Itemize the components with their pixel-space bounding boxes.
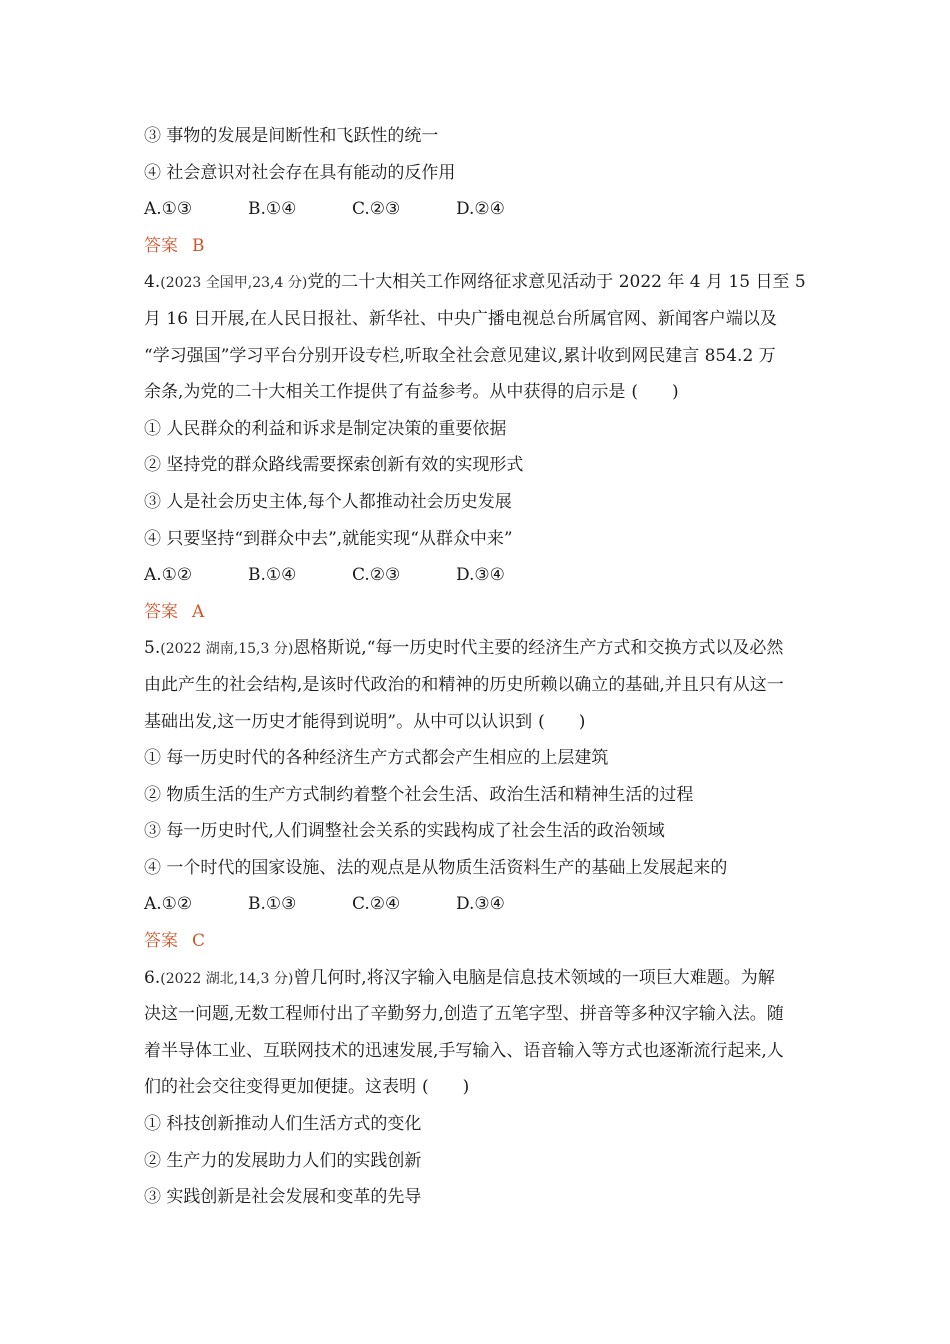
q4-statement-1: ① 人民群众的利益和诉求是制定决策的重要依据 bbox=[144, 418, 507, 439]
stem-text: 基础出发,这一历史才能得到说明”。从中可以认识到 bbox=[144, 711, 533, 732]
q5-statement-1: ① 每一历史时代的各种经济生产方式都会产生相应的上层建筑 bbox=[144, 748, 609, 769]
q5-stem-line-3 bbox=[144, 704, 808, 741]
q4-stem-line-3: “学习强国”学习平台分别开设专栏,听取全社会意见建议,累计收到网民建言 854.2 万 bbox=[144, 345, 776, 366]
q6-statement-3: ③ 实践创新是社会发展和变革的先导 bbox=[144, 1187, 422, 1208]
answer-value: C bbox=[192, 931, 206, 952]
answer-label: 答案 bbox=[144, 601, 178, 622]
q4-options bbox=[144, 557, 808, 594]
stem-text: 们的社会交往变得更加便捷。这表明 bbox=[144, 1077, 416, 1098]
q5-option-a: A.①② bbox=[144, 894, 193, 915]
q5-statement-2: ② 物质生活的生产方式制约着整个社会生活、政治生活和精神生活的过程 bbox=[144, 784, 694, 805]
answer-value: B bbox=[192, 235, 205, 256]
q4-option-d: D.③④ bbox=[456, 565, 505, 586]
q4-stem-line-2: 月 16 日开展,在人民日报社、新华社、中央广播电视总台所属官网、新闻客户端以及 bbox=[144, 308, 777, 329]
answer-value: A bbox=[192, 601, 205, 622]
stem-text: 曾几何时,将汉字输入电脑是信息技术领域的一项巨大难题。为解 bbox=[293, 967, 775, 988]
q4-answer bbox=[144, 594, 808, 631]
q4-statement-3: ③ 人是社会历史主体,每个人都推动社会历史发展 bbox=[144, 491, 512, 512]
q4-stem-line-4 bbox=[144, 374, 808, 411]
document-page bbox=[144, 118, 808, 1216]
q5-option-d: D.③④ bbox=[456, 894, 505, 915]
q6-stem-line-3: 着半导体工业、互联网技术的迅速发展,手写输入、语音输入等方式也逐渐流行起来,人 bbox=[144, 1040, 784, 1061]
q3-option-b: B.①④ bbox=[248, 199, 297, 220]
q4-option-c: C.②③ bbox=[352, 565, 401, 586]
answer-blank: ( ) bbox=[538, 711, 586, 732]
question-source: (2022 湖北,14,3 分) bbox=[160, 970, 294, 987]
q5-stem-line-2: 由此产生的社会结构,是该时代政治的和精神的历史所赖以确立的基础,并且只有从这一 bbox=[144, 674, 784, 695]
question-source: (2022 湖南,15,3 分) bbox=[160, 641, 294, 658]
question-number: 4. bbox=[144, 272, 161, 293]
q4-option-b: B.①④ bbox=[248, 565, 297, 586]
q3-option-c: C.②③ bbox=[352, 199, 401, 220]
q3-option-d: D.②④ bbox=[456, 199, 505, 220]
q3-statement-3: ③ 事物的发展是间断性和飞跃性的统一 bbox=[144, 126, 439, 146]
stem-text: 恩格斯说,“每一历史时代主要的经济生产方式和交换方式以及必然 bbox=[293, 638, 784, 659]
q6-stem-line-2: 决这一问题,无数工程师付出了辛勤努力,创造了五笔字型、拼音等多种汉字输入法。随 bbox=[144, 1004, 784, 1025]
q4-statement-4: ④ 只要坚持“到群众中去”,就能实现“从群众中来” bbox=[144, 528, 513, 549]
q6-stem-line-4 bbox=[144, 1069, 808, 1106]
answer-blank: ( ) bbox=[631, 382, 679, 403]
q5-statement-3: ③ 每一历史时代,人们调整社会关系的实践构成了社会生活的政治领域 bbox=[144, 821, 665, 842]
q4-stem-line-1 bbox=[144, 264, 808, 301]
q6-statement-2: ② 生产力的发展助力人们的实践创新 bbox=[144, 1150, 422, 1171]
answer-blank: ( ) bbox=[422, 1077, 470, 1098]
stem-text: 余条,为党的二十大相关工作提供了有益参考。从中获得的启示是 bbox=[144, 382, 626, 403]
q4-option-a: A.①② bbox=[144, 565, 193, 586]
q5-statement-4: ④ 一个时代的国家设施、法的观点是从物质生活资料生产的基础上发展起来的 bbox=[144, 857, 728, 878]
question-number: 6. bbox=[144, 967, 161, 988]
q4-statement-2: ② 坚持党的群众路线需要探索创新有效的实现形式 bbox=[144, 455, 524, 476]
q5-stem-line-1 bbox=[144, 630, 808, 667]
q3-option-a: A.①③ bbox=[144, 199, 193, 220]
q5-option-c: C.②④ bbox=[352, 894, 401, 915]
q5-answer bbox=[144, 923, 808, 960]
answer-label: 答案 bbox=[144, 235, 178, 256]
answer-label: 答案 bbox=[144, 931, 178, 952]
q6-stem-line-1 bbox=[144, 960, 808, 997]
q5-options bbox=[144, 886, 808, 923]
stem-text: 党的二十大相关工作网络征求意见活动于 2022 年 4 月 15 日至 5 bbox=[307, 272, 806, 293]
q5-option-b: B.①③ bbox=[248, 894, 297, 915]
question-number: 5. bbox=[144, 638, 161, 659]
question-source: (2023 全国甲,23,4 分) bbox=[160, 275, 308, 292]
q6-statement-1: ① 科技创新推动人们生活方式的变化 bbox=[144, 1114, 422, 1135]
q3-answer bbox=[144, 228, 808, 265]
q3-options bbox=[144, 191, 808, 228]
q3-statement-4: ④ 社会意识对社会存在具有能动的反作用 bbox=[144, 162, 456, 183]
